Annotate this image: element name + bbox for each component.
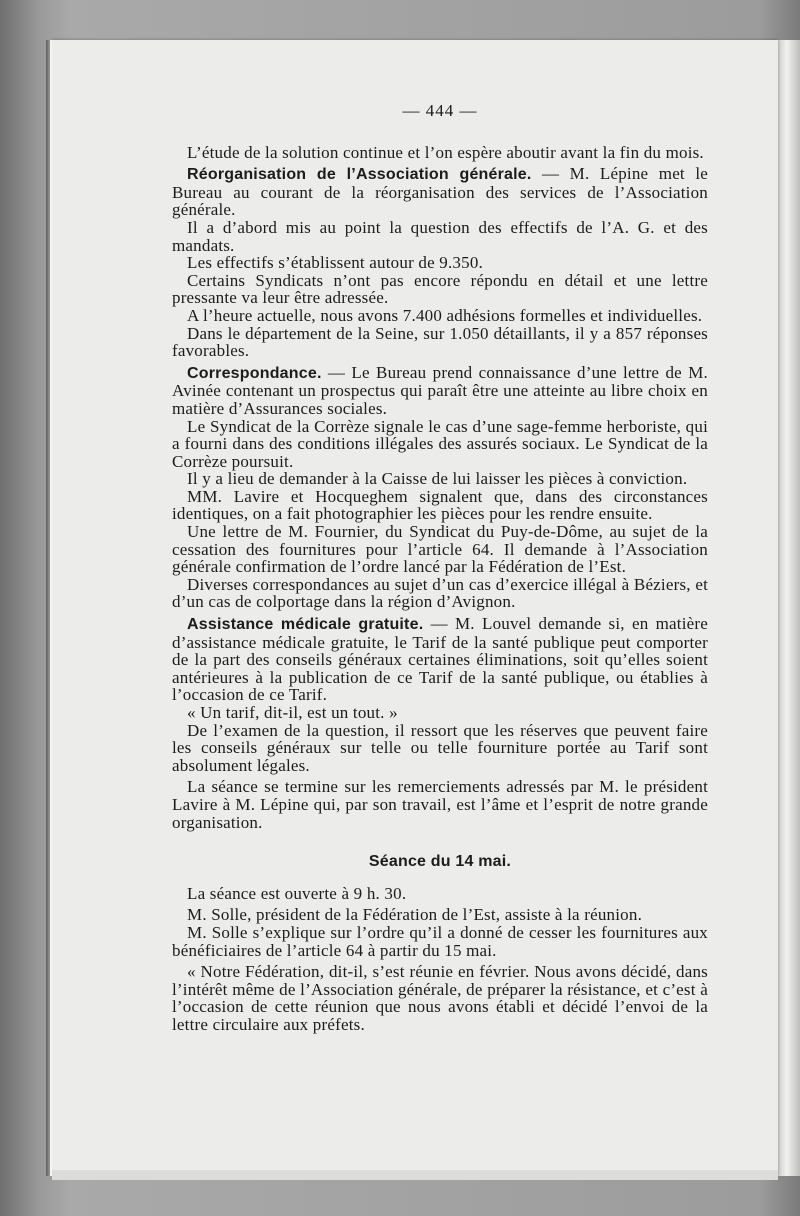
paragraph-heading: Correspondance. [187, 364, 322, 382]
next-page-edge [778, 40, 800, 1176]
paragraph-6 [172, 307, 708, 325]
paragraph-heading: Assistance médicale gratuite. [187, 616, 424, 634]
paragraph-16 [172, 722, 708, 775]
section-paragraph-4 [172, 963, 708, 1033]
paragraph-text: Le Syndicat de la Corrèze signale le cas d’une sage-femme herboriste, qui a fourni dans des conditions illégales des assurés sociaux. Le Syndicat de la Corrèze poursuit. [172, 416, 708, 471]
paragraph-15 [172, 704, 708, 722]
page-content [172, 102, 708, 1034]
paragraph-7 [172, 325, 708, 360]
paragraph-text: Une lettre de M. Fournier, du Syndicat du Puy-de-Dôme, au sujet de la cessation des fournitures pour l’article 64. Il demande à l’Association générale confirmation de l’ordre lancé par la Fédération de l’Est. [172, 522, 708, 577]
paragraph-17 [172, 778, 708, 831]
paragraph-text: M. Solle, président de la Fédération de l’Est, assiste à la réunion. [187, 905, 643, 925]
paragraph-assistance [172, 615, 708, 704]
paragraph-text: A l’heure actuelle, nous avons 7.400 adhésions formelles et individuelles. [187, 305, 703, 325]
paragraph-text: — M. Lépine met le Bureau au courant de la réorganisation des services de l’Association générale. [172, 164, 708, 220]
paragraph-text: Il y a lieu de demander à la Caisse de lui laisser les pièces à conviction. [187, 469, 688, 489]
paragraph-text: MM. Lavire et Hocqueghem signalent que, dans des circonstances identiques, on a fait photographier les pièces pour les rendre ensuite. [172, 486, 708, 524]
paragraph-reorganisation [172, 165, 708, 219]
section-paragraph-1 [172, 885, 708, 903]
section-title: Séance du 14 mai. [368, 853, 512, 871]
paragraph-13 [172, 576, 708, 611]
paragraph-text: M. Solle s’explique sur l’ordre qu’il a donné de cesser les fournitures aux bénéficiaires de l’article 64 à partir du 15 mai. [172, 922, 708, 960]
paragraph-text: Dans le département de la Seine, sur 1.050 détaillants, il y a 857 réponses favorables. [172, 323, 708, 361]
paragraph-text: La séance se termine sur les remerciements adressés par M. le président Lavire à M. Lépine qui, par son travail, est l’âme et l’esprit de notre grande organisation. [172, 777, 708, 832]
paragraph-text: De l’examen de la question, il ressort que les réserves que peuvent faire les conseils généraux sur telle ou telle fourniture portée au Tarif sont absolument légales. [172, 720, 708, 775]
paragraph-text: L’étude de la solution continue et l’on espère aboutir avant la fin du mois. [187, 142, 704, 162]
paragraph-text: « Notre Fédération, dit-il, s’est réunie en février. Nous avons décidé, dans l’intérêt même de l’Association générale, de préparer la résistance, et c’est à l’occasion de cette réunion que nous avons établi et décidé l’envoi de la lettre circulaire aux préfets. [172, 962, 708, 1034]
paragraph-correspondance [172, 364, 708, 418]
section-paragraph-2 [172, 906, 708, 924]
paragraph-text: Les effectifs s’établissent autour de 9.350. [187, 253, 483, 273]
paragraph-10 [172, 470, 708, 488]
page-bottom-edge [52, 1170, 778, 1180]
paragraph-text: — Le Bureau prend connaissance d’une lettre de M. Avinée contenant un prospectus qui paraît être une atteinte au libre choix en matière d’Assurances sociales. [172, 362, 708, 418]
paragraph-3 [172, 219, 708, 254]
paragraph-text: — M. Louvel demande si, en matière d’assistance médicale gratuite, le Tarif de la santé publique peut comporter de la part des conseils généraux certaines éliminations, soit qu’elles soient antérieures à la publication de ce Tarif de la santé publique, ou établies à l’occasion de ce Tarif. [172, 614, 708, 705]
paragraph-heading: Réorganisation de l’Association générale. [187, 166, 532, 184]
paragraph-text: La séance est ouverte à 9 h. 30. [187, 883, 407, 903]
paragraph-9 [172, 418, 708, 471]
paragraph-text: Il a d’abord mis au point la question des effectifs de l’A. G. et des mandats. [172, 217, 708, 255]
paragraph-11 [172, 488, 708, 523]
paragraph-text: Diverses correspondances au sujet d’un cas d’exercice illégal à Béziers, et d’un cas de colportage dans la région d’Avignon. [172, 574, 708, 612]
page-number: — 444 — [402, 101, 478, 120]
paragraph-1 [172, 144, 708, 162]
paragraph-4 [172, 254, 708, 272]
paragraph-12 [172, 523, 708, 576]
paragraph-text: Certains Syndicats n’ont pas encore répondu en détail et une lettre pressante va leur être adressée. [172, 270, 708, 308]
paragraph-text: « Un tarif, dit-il, est un tout. » [187, 703, 398, 722]
paragraph-5 [172, 272, 708, 307]
section-paragraph-3 [172, 924, 708, 959]
